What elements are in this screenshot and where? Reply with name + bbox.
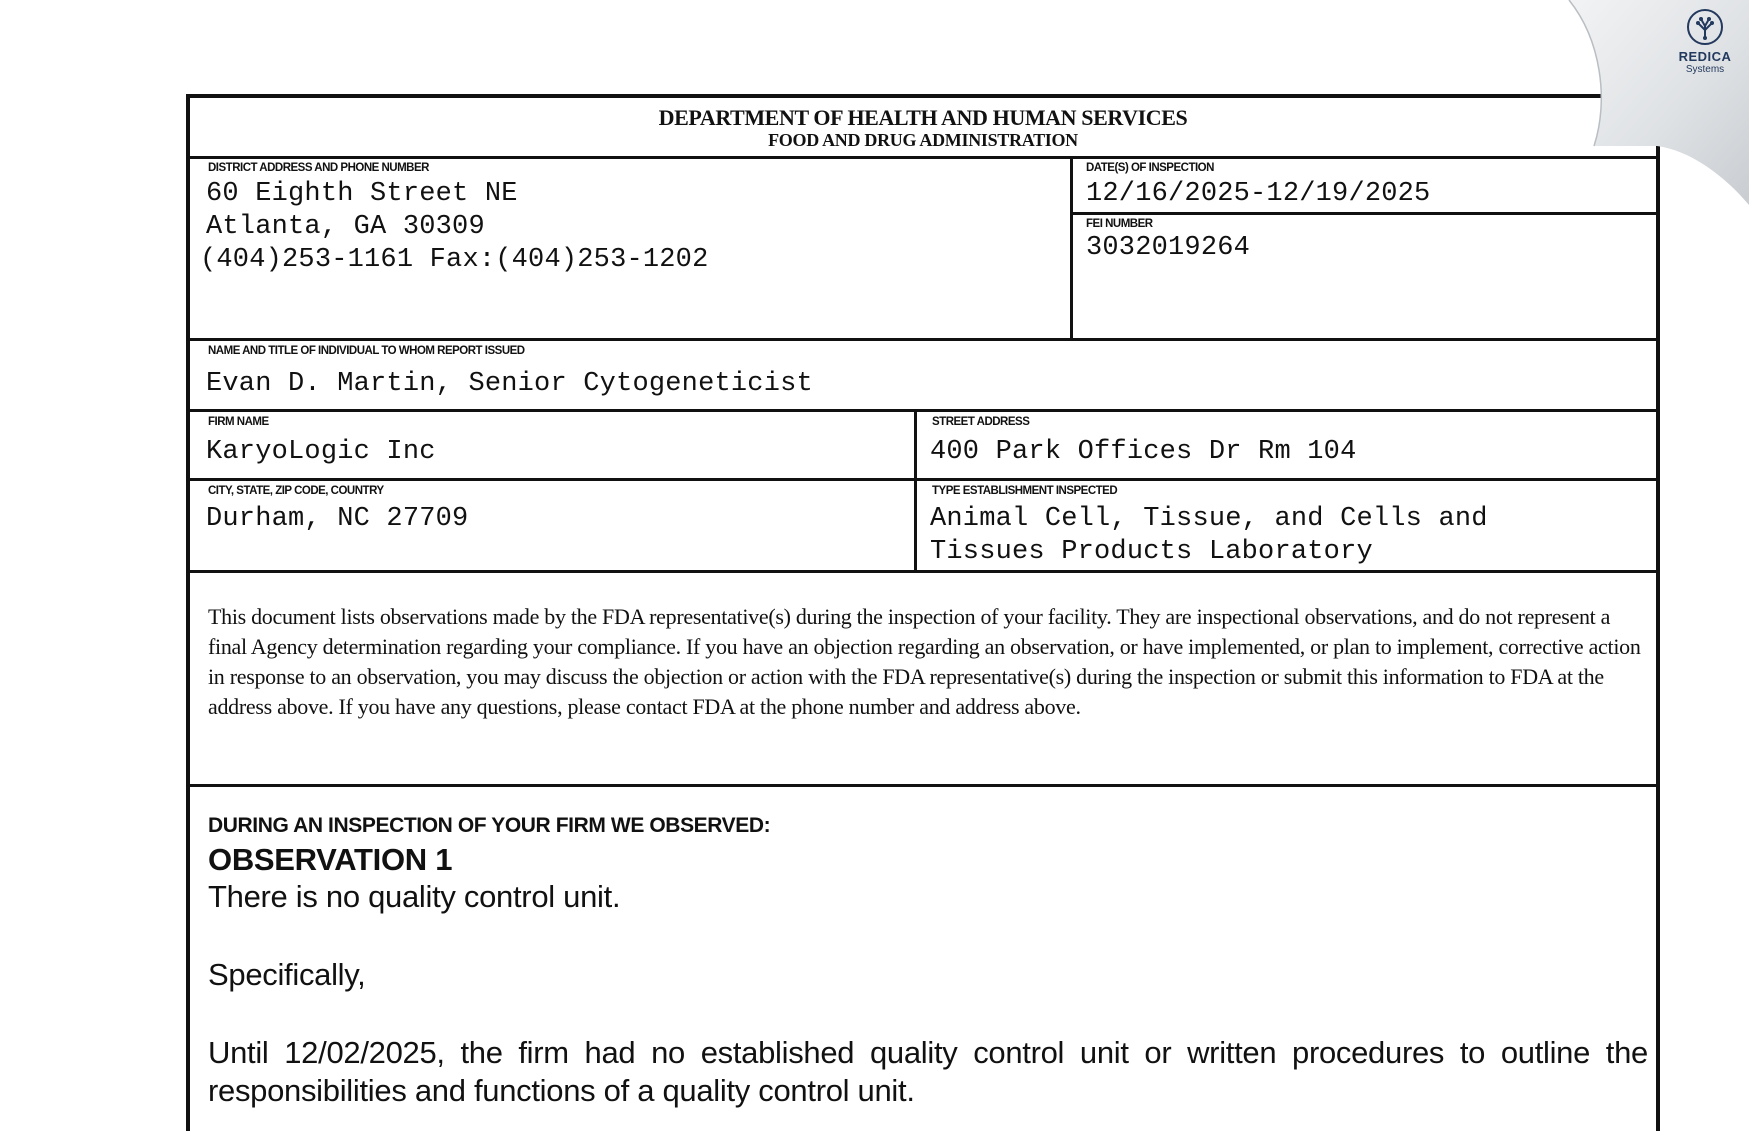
district-phone: (404)253-1161 Fax:(404)253-1202: [200, 245, 709, 275]
inspection-notice: This document lists observations made by the FDA representative(s) during the inspection of your facility. They are inspectional observations, and do not represent a final Agency determination regarding your compliance. If you have an objection regarding an observation, or have implemented, or plan to implement, corrective action in response to an observation, you may discuss the objection or action with the FDA representative(s) during the inspection or submit this information to FDA at the address above. If you have any questions, please contact FDA at the phone number and address above.: [208, 604, 1641, 719]
inspection-dates-value: 12/16/2025-12/19/2025: [1086, 179, 1431, 209]
city-state-value: Durham, NC 27709: [206, 504, 469, 534]
agency-title: FOOD AND DRUG ADMINISTRATION: [768, 130, 1078, 150]
observations-intro: DURING AN INSPECTION OF YOUR FIRM WE OBSERVED:: [208, 814, 771, 837]
department-title: DEPARTMENT OF HEALTH AND HUMAN SERVICES: [658, 105, 1188, 130]
establishment-type-line1: Animal Cell, Tissue, and Cells and: [930, 504, 1488, 534]
firm-name-label: FIRM NAME: [208, 416, 269, 428]
divider: [1070, 212, 1660, 215]
district-address-line1: 60 Eighth Street NE: [206, 179, 518, 209]
street-address-label: STREET ADDRESS: [932, 416, 1030, 428]
report-issued-value: Evan D. Martin, Senior Cytogeneticist: [206, 369, 813, 399]
divider: [190, 156, 1660, 159]
fei-label: FEI NUMBER: [1086, 218, 1153, 230]
district-address-line2: Atlanta, GA 30309: [206, 212, 485, 242]
divider: [190, 784, 1660, 787]
fda-483-form: [186, 94, 1660, 1131]
street-address-value: 400 Park Offices Dr Rm 104: [930, 437, 1357, 467]
observation-title: OBSERVATION 1: [208, 842, 453, 877]
redica-watermark: [1539, 0, 1749, 205]
observation-detail: Until 12/02/2025, the firm had no established quality control unit or written procedures to outline the responsibilities and functions of a quality control unit.: [208, 1035, 1648, 1108]
fei-value: 3032019264: [1086, 233, 1251, 263]
city-state-label: CITY, STATE, ZIP CODE, COUNTRY: [208, 485, 384, 497]
establishment-type-line2: Tissues Products Laboratory: [930, 537, 1373, 567]
establishment-type-label: TYPE ESTABLISHMENT INSPECTED: [932, 485, 1118, 497]
inspection-dates-label: DATE(S) OF INSPECTION: [1086, 162, 1214, 174]
divider: [914, 409, 917, 571]
watermark-tagline: Systems: [1685, 64, 1725, 75]
tree-network-icon: [1686, 8, 1724, 46]
observation-specifically: Specifically,: [208, 957, 366, 992]
observation-summary: There is no quality control unit.: [208, 879, 621, 914]
divider: [190, 478, 1660, 481]
district-label: DISTRICT ADDRESS AND PHONE NUMBER: [208, 162, 429, 174]
report-issued-label: NAME AND TITLE OF INDIVIDUAL TO WHOM REPORT ISSUED: [208, 345, 525, 357]
divider: [1070, 156, 1073, 341]
divider: [190, 570, 1660, 573]
divider: [190, 338, 1660, 341]
watermark-brand: REDICA: [1678, 49, 1732, 64]
firm-name-value: KaryoLogic Inc: [206, 437, 436, 467]
divider: [190, 409, 1660, 412]
